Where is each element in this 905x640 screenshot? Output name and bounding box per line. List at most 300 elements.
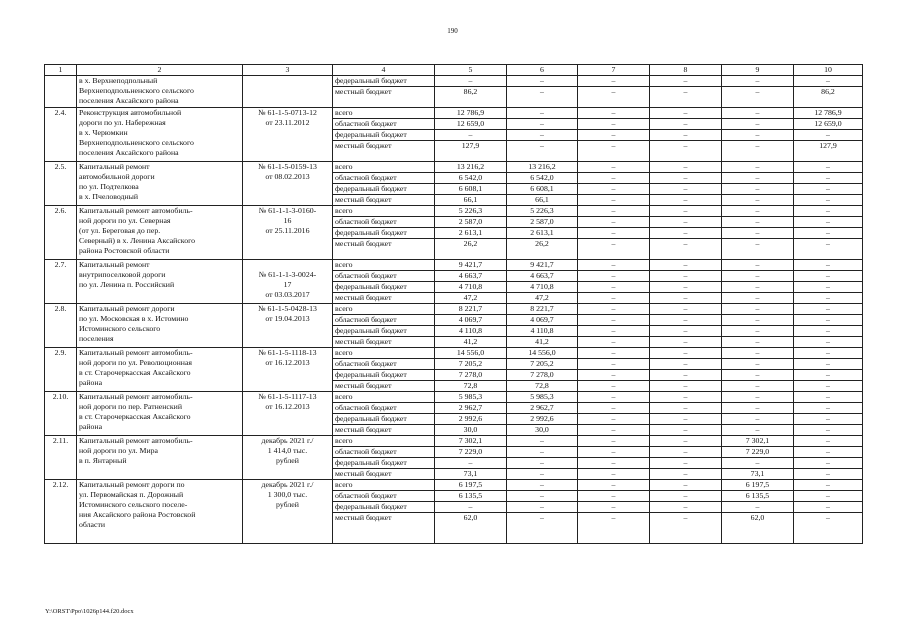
amount-cell: – (650, 337, 722, 348)
amount-cell: – (794, 348, 863, 359)
amount-cell: 72,8 (507, 381, 578, 392)
amount-cell: – (578, 315, 650, 326)
amount-cell: – (794, 502, 863, 513)
amount-cell: – (722, 304, 794, 315)
item-name: Капитальный ремонт внутрипоселковой дороги по ул. Ленина п. Российский (77, 260, 243, 304)
amount-cell: – (794, 414, 863, 425)
item-number: 2.5. (45, 162, 77, 206)
funding-source: всего (333, 348, 435, 359)
amount-cell: 4 710,8 (435, 282, 507, 293)
amount-cell: – (722, 195, 794, 206)
amount-cell: – (794, 239, 863, 260)
amount-cell: 127,9 (794, 141, 863, 162)
item-number: 2.11. (45, 436, 77, 480)
amount-cell: – (578, 403, 650, 414)
amount-cell: – (650, 403, 722, 414)
funding-source: местный бюджет (333, 513, 435, 544)
amount-cell: – (578, 381, 650, 392)
amount-cell: – (507, 502, 578, 513)
amount-cell: 72,8 (435, 381, 507, 392)
amount-cell: – (794, 228, 863, 239)
funding-source: местный бюджет (333, 425, 435, 436)
amount-cell: – (650, 491, 722, 502)
amount-cell: – (650, 260, 722, 271)
amount-cell: – (578, 206, 650, 217)
amount-cell: – (578, 436, 650, 447)
funding-source: всего (333, 108, 435, 119)
amount-cell: 73,1 (722, 469, 794, 480)
funding-source: федеральный бюджет (333, 228, 435, 239)
amount-cell: – (722, 76, 794, 87)
amount-cell: – (578, 326, 650, 337)
funding-source: местный бюджет (333, 293, 435, 304)
amount-cell: 7 205,2 (435, 359, 507, 370)
amount-cell: 30,0 (507, 425, 578, 436)
header-cell: 5 (435, 65, 507, 76)
amount-cell: – (722, 502, 794, 513)
amount-cell: – (650, 458, 722, 469)
amount-cell: – (722, 458, 794, 469)
amount-cell: – (650, 469, 722, 480)
header-cell: 7 (578, 65, 650, 76)
item-name: Реконструкция автомобильной дороги по ул. Набережная в х. Черюмкин Верхнеподпольненского сельского поселения Аксайского района (77, 108, 243, 162)
funding-source: областной бюджет (333, 217, 435, 228)
item-name: в х. Верхнеподпольный Верхнеподпольненского сельского поселения Аксайского района (77, 76, 243, 108)
amount-cell: 7 278,0 (435, 370, 507, 381)
funding-source: местный бюджет (333, 469, 435, 480)
page-number: 190 (447, 27, 458, 35)
item-name: Капитальный ремонт автомобиль- ной дороги по ул. Революционная в ст. Старочеркасская Аксайского района (77, 348, 243, 392)
amount-cell: – (578, 119, 650, 130)
amount-cell: – (722, 108, 794, 119)
item-name: Капитальный ремонт дороги по ул. Московская в х. Истомино Истоминского сельского поселения (77, 304, 243, 348)
funding-source: местный бюджет (333, 87, 435, 108)
amount-cell: 7 205,2 (507, 359, 578, 370)
amount-cell: – (722, 239, 794, 260)
item-document: № 61-1-5-1118-13 от 16.12.2013 (243, 348, 333, 392)
funding-source: областной бюджет (333, 173, 435, 184)
amount-cell: – (722, 359, 794, 370)
header-cell: 9 (722, 65, 794, 76)
item-number: 2.8. (45, 304, 77, 348)
amount-cell: – (650, 447, 722, 458)
header-cell: 8 (650, 65, 722, 76)
amount-cell: 6 135,5 (435, 491, 507, 502)
amount-cell: – (578, 195, 650, 206)
amount-cell: 8 221,7 (435, 304, 507, 315)
amount-cell: – (794, 436, 863, 447)
item-document: № 61-1-5-0713-12 от 23.11.2012 (243, 108, 333, 162)
amount-cell: – (650, 436, 722, 447)
amount-cell: – (650, 370, 722, 381)
amount-cell: 2 992,6 (435, 414, 507, 425)
amount-cell: – (578, 173, 650, 184)
amount-cell: 7 229,0 (435, 447, 507, 458)
amount-cell: – (650, 184, 722, 195)
item-number: 2.9. (45, 348, 77, 392)
amount-cell: 12 786,9 (794, 108, 863, 119)
amount-cell: 2 962,7 (507, 403, 578, 414)
amount-cell: 4 110,8 (435, 326, 507, 337)
amount-cell: – (722, 370, 794, 381)
table-row (45, 162, 863, 173)
item-document: № 61-1-5-0428-13 от 19.04.2013 (243, 304, 333, 348)
amount-cell: 7 229,0 (722, 447, 794, 458)
amount-cell: – (578, 447, 650, 458)
item-document (243, 76, 333, 108)
amount-cell: 41,2 (435, 337, 507, 348)
amount-cell: 12 786,9 (435, 108, 507, 119)
amount-cell: – (507, 141, 578, 162)
amount-cell: – (507, 447, 578, 458)
item-name: Капитальный ремонт автомобиль- ной дороги по ул. Мира в п. Янтарный (77, 436, 243, 480)
amount-cell: – (650, 141, 722, 162)
amount-cell: – (578, 392, 650, 403)
amount-cell: 8 221,7 (507, 304, 578, 315)
item-number: 2.12. (45, 480, 77, 544)
amount-cell: – (794, 173, 863, 184)
amount-cell: – (435, 130, 507, 141)
amount-cell: – (650, 173, 722, 184)
funding-source: местный бюджет (333, 381, 435, 392)
amount-cell: – (507, 119, 578, 130)
amount-cell: – (650, 414, 722, 425)
amount-cell: – (578, 228, 650, 239)
amount-cell: – (578, 491, 650, 502)
amount-cell: 6 542,0 (507, 173, 578, 184)
amount-cell: – (650, 502, 722, 513)
amount-cell: 5 226,3 (507, 206, 578, 217)
amount-cell: – (722, 282, 794, 293)
amount-cell: – (650, 359, 722, 370)
amount-cell: – (650, 392, 722, 403)
amount-cell: – (794, 315, 863, 326)
amount-cell: – (578, 282, 650, 293)
amount-cell: – (794, 76, 863, 87)
amount-cell: – (722, 162, 794, 173)
table-row (45, 480, 863, 491)
funding-source: федеральный бюджет (333, 184, 435, 195)
amount-cell: 6 135,5 (722, 491, 794, 502)
amount-cell: 66,1 (435, 195, 507, 206)
amount-cell: – (578, 337, 650, 348)
amount-cell: 12 659,0 (794, 119, 863, 130)
amount-cell: – (722, 326, 794, 337)
amount-cell: 6 197,5 (435, 480, 507, 491)
amount-cell: 4 069,7 (435, 315, 507, 326)
funding-source: местный бюджет (333, 239, 435, 260)
amount-cell: – (578, 271, 650, 282)
amount-cell: – (794, 403, 863, 414)
table-row (45, 304, 863, 315)
amount-cell: 41,2 (507, 337, 578, 348)
funding-source: областной бюджет (333, 315, 435, 326)
amount-cell: 2 587,0 (435, 217, 507, 228)
funding-source: федеральный бюджет (333, 130, 435, 141)
item-document: декабрь 2021 г./ 1 414,0 тыс. рублей (243, 436, 333, 480)
amount-cell: – (722, 425, 794, 436)
funding-source: федеральный бюджет (333, 282, 435, 293)
amount-cell: 12 659,0 (435, 119, 507, 130)
table-row (45, 206, 863, 217)
amount-cell: – (435, 502, 507, 513)
amount-cell: – (578, 293, 650, 304)
funding-source: федеральный бюджет (333, 502, 435, 513)
funding-source: местный бюджет (333, 337, 435, 348)
amount-cell: – (722, 414, 794, 425)
amount-cell: – (578, 502, 650, 513)
amount-cell: – (650, 326, 722, 337)
amount-cell: 14 556,0 (435, 348, 507, 359)
amount-cell: 4 663,7 (507, 271, 578, 282)
amount-cell: – (794, 458, 863, 469)
item-document: № 61-1-5-1117-13 от 16.12.2013 (243, 392, 333, 436)
item-document: № 61-1-1-3-0024- 17 от 03.03.2017 (243, 260, 333, 304)
table-row (45, 392, 863, 403)
item-name: Капитальный ремонт автомобиль- ной дороги по пер. Ратненский в ст. Старочеркасская Аксайского района (77, 392, 243, 436)
amount-cell: – (650, 195, 722, 206)
amount-cell: – (794, 130, 863, 141)
amount-cell: 66,1 (507, 195, 578, 206)
header-cell: 10 (794, 65, 863, 76)
amount-cell: 2 992,6 (507, 414, 578, 425)
amount-cell: – (650, 480, 722, 491)
item-number: 2.10. (45, 392, 77, 436)
table-row (45, 436, 863, 447)
amount-cell: – (650, 425, 722, 436)
amount-cell: 6 542,0 (435, 173, 507, 184)
amount-cell: – (578, 217, 650, 228)
amount-cell: 26,2 (507, 239, 578, 260)
header-cell: 1 (45, 65, 77, 76)
amount-cell: – (507, 458, 578, 469)
amount-cell: – (794, 359, 863, 370)
amount-cell: – (650, 76, 722, 87)
amount-cell: – (650, 119, 722, 130)
amount-cell: – (722, 392, 794, 403)
funding-source: областной бюджет (333, 403, 435, 414)
amount-cell: 2 613,1 (507, 228, 578, 239)
amount-cell: – (578, 513, 650, 544)
amount-cell: 6 608,1 (435, 184, 507, 195)
funding-source: местный бюджет (333, 141, 435, 162)
amount-cell: 9 421,7 (507, 260, 578, 271)
amount-cell: – (794, 447, 863, 458)
header-cell: 4 (333, 65, 435, 76)
funding-source: всего (333, 392, 435, 403)
funding-source: местный бюджет (333, 195, 435, 206)
amount-cell: 13 216,2 (507, 162, 578, 173)
amount-cell: – (794, 513, 863, 544)
amount-cell: – (578, 130, 650, 141)
amount-cell: – (650, 304, 722, 315)
amount-cell: – (578, 260, 650, 271)
amount-cell: 5 985,3 (435, 392, 507, 403)
amount-cell: – (650, 282, 722, 293)
amount-cell: – (794, 304, 863, 315)
amount-cell: – (794, 381, 863, 392)
amount-cell: – (578, 76, 650, 87)
amount-cell: – (722, 141, 794, 162)
amount-cell: – (650, 130, 722, 141)
item-number: 2.4. (45, 108, 77, 162)
amount-cell: – (507, 469, 578, 480)
amount-cell: 127,9 (435, 141, 507, 162)
amount-cell: 26,2 (435, 239, 507, 260)
funding-source: областной бюджет (333, 271, 435, 282)
amount-cell: – (507, 87, 578, 108)
table-row (45, 108, 863, 119)
amount-cell: – (722, 403, 794, 414)
funding-source: федеральный бюджет (333, 370, 435, 381)
amount-cell: 9 421,7 (435, 260, 507, 271)
item-name: Капитальный ремонт автомобильной дороги по ул. Подтелкова в х. Пчеловодный (77, 162, 243, 206)
amount-cell: – (722, 87, 794, 108)
amount-cell: – (578, 108, 650, 119)
funding-source: всего (333, 304, 435, 315)
funding-source: всего (333, 480, 435, 491)
amount-cell: – (794, 271, 863, 282)
amount-cell: – (794, 195, 863, 206)
amount-cell: 13 216,2 (435, 162, 507, 173)
amount-cell: – (578, 304, 650, 315)
item-name: Капитальный ремонт дороги по ул. Первомайская п. Дорожный Истоминского сельского поселе- ния Аксайского района Ростовской области (77, 480, 243, 544)
amount-cell: 86,2 (435, 87, 507, 108)
amount-cell: – (650, 348, 722, 359)
header-cell: 2 (77, 65, 243, 76)
amount-cell: 62,0 (435, 513, 507, 544)
amount-cell: – (578, 239, 650, 260)
amount-cell: 7 302,1 (435, 436, 507, 447)
amount-cell: – (722, 337, 794, 348)
amount-cell: – (650, 228, 722, 239)
amount-cell: – (794, 370, 863, 381)
header-cell: 6 (507, 65, 578, 76)
amount-cell: – (507, 108, 578, 119)
header-cell: 3 (243, 65, 333, 76)
amount-cell: – (507, 480, 578, 491)
amount-cell: – (578, 87, 650, 108)
budget-table (44, 64, 863, 544)
amount-cell: – (650, 206, 722, 217)
funding-source: областной бюджет (333, 359, 435, 370)
item-name: Капитальный ремонт автомобиль- ной дороги по ул. Северная (от ул. Береговая до пер. Северный) в х. Ленина Аксайского района Ростовской области (77, 206, 243, 260)
item-document: № 61-1-5-0159-13 от 08.02.2013 (243, 162, 333, 206)
amount-cell: 2 587,0 (507, 217, 578, 228)
amount-cell: – (722, 184, 794, 195)
amount-cell: – (794, 491, 863, 502)
amount-cell: – (794, 293, 863, 304)
amount-cell: – (794, 326, 863, 337)
item-document: декабрь 2021 г./ 1 300,0 тыс. рублей (243, 480, 333, 544)
table-row (45, 348, 863, 359)
amount-cell: 2 962,7 (435, 403, 507, 414)
amount-cell: – (578, 469, 650, 480)
amount-cell: – (578, 480, 650, 491)
amount-cell: 30,0 (435, 425, 507, 436)
footer-file-path: Y:\ORST\Ppo\1026p144.f20.docx (45, 608, 134, 615)
header-row (45, 65, 863, 76)
amount-cell: – (507, 491, 578, 502)
amount-cell: 4 069,7 (507, 315, 578, 326)
amount-cell: – (722, 260, 794, 271)
amount-cell: 73,1 (435, 469, 507, 480)
amount-cell: – (794, 282, 863, 293)
amount-cell: 14 556,0 (507, 348, 578, 359)
amount-cell: 86,2 (794, 87, 863, 108)
amount-cell: 62,0 (722, 513, 794, 544)
amount-cell: – (722, 228, 794, 239)
funding-source: всего (333, 162, 435, 173)
amount-cell: 4 110,8 (507, 326, 578, 337)
amount-cell: – (578, 425, 650, 436)
funding-source: всего (333, 436, 435, 447)
amount-cell: – (794, 392, 863, 403)
item-document: № 61-1-1-3-0160- 16 от 25.11.2016 (243, 206, 333, 260)
amount-cell: 47,2 (507, 293, 578, 304)
amount-cell: – (722, 348, 794, 359)
item-number (45, 76, 77, 108)
funding-source: федеральный бюджет (333, 326, 435, 337)
amount-cell: – (507, 76, 578, 87)
amount-cell: – (722, 173, 794, 184)
amount-cell: – (722, 315, 794, 326)
amount-cell: – (794, 260, 863, 271)
amount-cell: – (578, 458, 650, 469)
funding-source: федеральный бюджет (333, 414, 435, 425)
amount-cell: – (435, 458, 507, 469)
amount-cell: 5 985,3 (507, 392, 578, 403)
funding-source: федеральный бюджет (333, 458, 435, 469)
amount-cell: – (578, 359, 650, 370)
amount-cell: 6 608,1 (507, 184, 578, 195)
item-number: 2.7. (45, 260, 77, 304)
amount-cell: – (435, 76, 507, 87)
amount-cell: – (578, 184, 650, 195)
amount-cell: 4 710,8 (507, 282, 578, 293)
amount-cell: – (578, 141, 650, 162)
amount-cell: – (794, 425, 863, 436)
funding-source: областной бюджет (333, 491, 435, 502)
amount-cell: – (794, 206, 863, 217)
amount-cell: – (650, 271, 722, 282)
item-number: 2.6. (45, 206, 77, 260)
amount-cell: 2 613,1 (435, 228, 507, 239)
amount-cell: – (794, 184, 863, 195)
amount-cell: – (507, 513, 578, 544)
table-row (45, 260, 863, 271)
amount-cell: – (578, 348, 650, 359)
amount-cell: – (722, 217, 794, 228)
amount-cell: – (650, 293, 722, 304)
amount-cell: – (650, 513, 722, 544)
amount-cell: – (578, 162, 650, 173)
amount-cell: – (650, 217, 722, 228)
amount-cell: – (794, 217, 863, 228)
amount-cell: – (650, 108, 722, 119)
amount-cell: – (650, 239, 722, 260)
amount-cell: – (794, 480, 863, 491)
amount-cell: – (722, 119, 794, 130)
funding-source: всего (333, 206, 435, 217)
amount-cell: – (650, 162, 722, 173)
amount-cell: – (650, 87, 722, 108)
amount-cell: – (650, 315, 722, 326)
amount-cell: – (507, 436, 578, 447)
amount-cell: – (722, 271, 794, 282)
funding-source: всего (333, 260, 435, 271)
amount-cell: – (507, 130, 578, 141)
